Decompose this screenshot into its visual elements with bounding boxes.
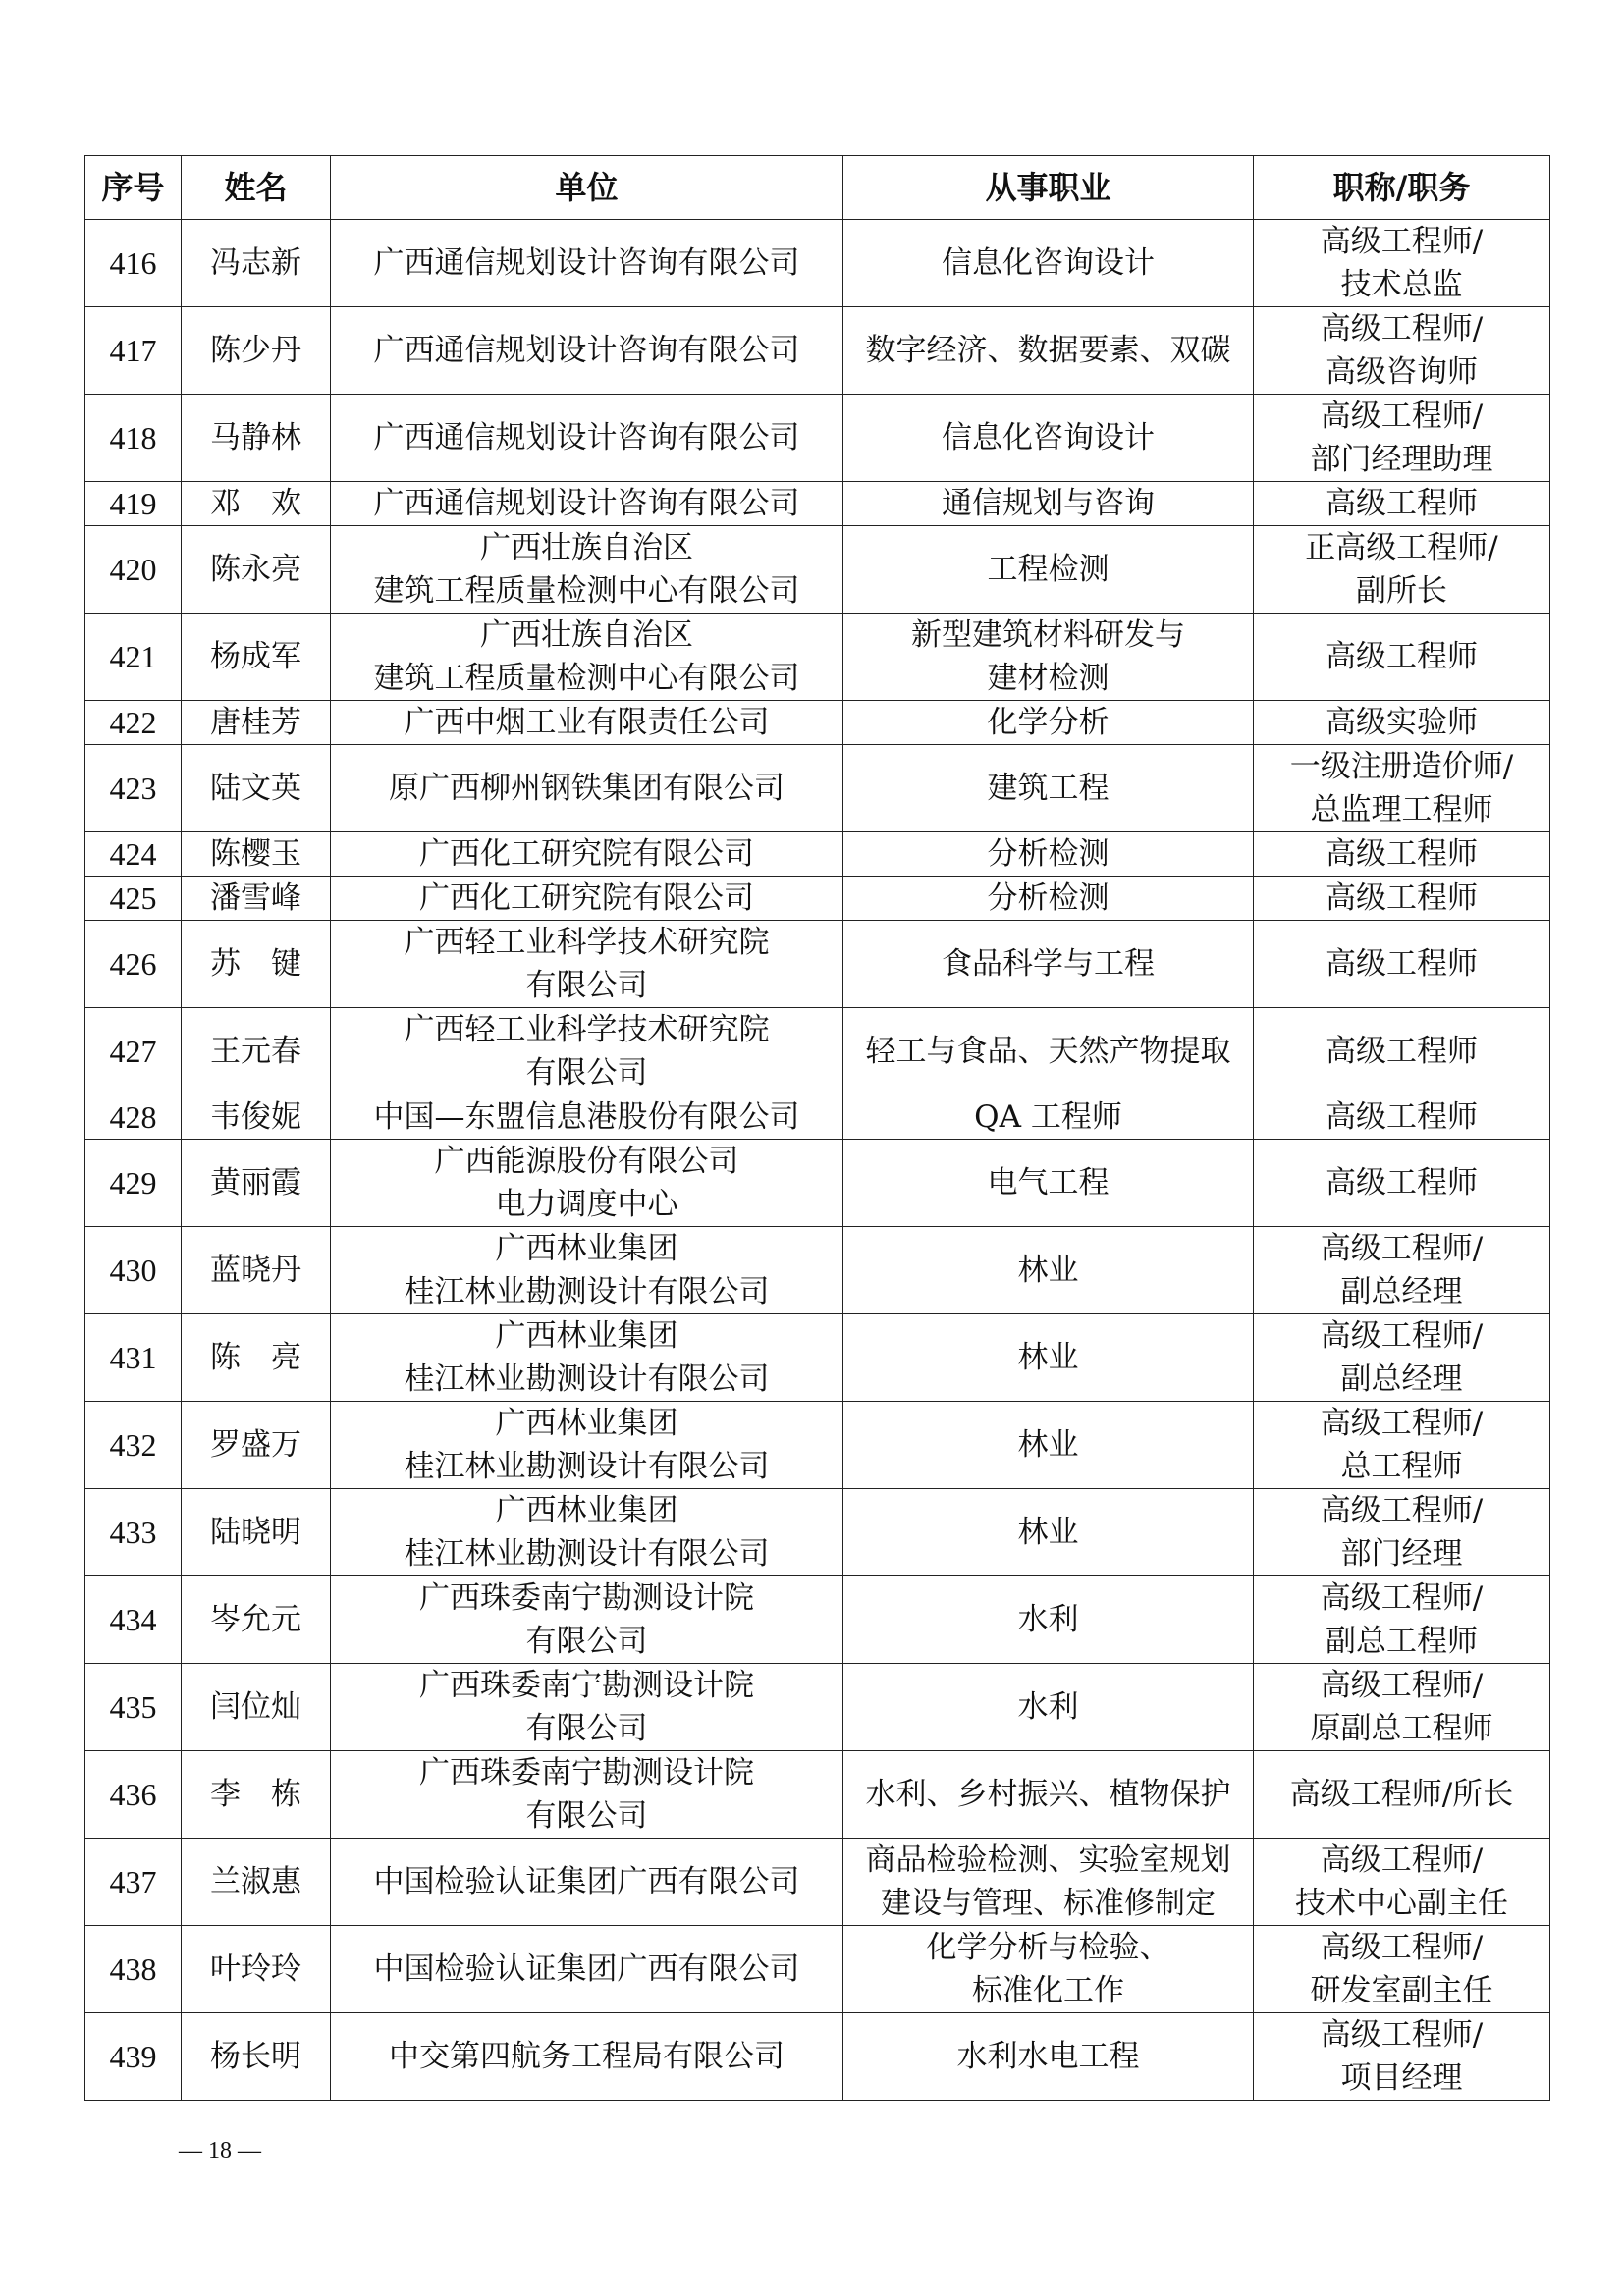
cell-unit-line: 广西轻工业科学技术研究院 — [404, 925, 770, 960]
cell-name: 韦俊妮 — [182, 1095, 331, 1140]
cell-title-line: 高级咨询师 — [1326, 354, 1478, 390]
cell-title-line: 高级工程师/ — [1320, 1668, 1484, 1703]
header-serial-number: 序号 — [85, 156, 182, 220]
cell-occupation-line: 标准化工作 — [972, 1973, 1124, 2008]
cell-serial-number: 419 — [85, 482, 182, 526]
cell-serial-number: 437 — [85, 1839, 182, 1926]
cell-unit-line: 桂江林业勘测设计有限公司 — [404, 1274, 770, 1309]
cell-title-line: 高级工程师/ — [1320, 2017, 1484, 2053]
cell-name: 闫位灿 — [182, 1664, 331, 1751]
cell-occupation — [843, 745, 1254, 832]
cell-serial-number: 422 — [85, 701, 182, 745]
cell-name: 马静林 — [182, 395, 331, 482]
cell-title — [1254, 1751, 1550, 1839]
cell-unit — [331, 2013, 843, 2101]
cell-name: 唐桂芳 — [182, 701, 331, 745]
cell-serial-number: 435 — [85, 1664, 182, 1751]
cell-title-line: 技术总监 — [1340, 267, 1463, 302]
cell-title-line: 技术中心副主任 — [1295, 1886, 1508, 1921]
cell-title-line: 高级工程师/ — [1320, 1406, 1484, 1441]
cell-title-line: 高级工程师/ — [1320, 224, 1484, 259]
cell-occupation-line: 工程检测 — [987, 552, 1110, 587]
table-row — [85, 701, 1550, 745]
cell-occupation — [843, 1402, 1254, 1489]
cell-occupation-line: 信息化咨询设计 — [942, 420, 1155, 455]
cell-title-line: 高级工程师 — [1326, 486, 1478, 521]
cell-occupation — [843, 307, 1254, 395]
table-row — [85, 1227, 1550, 1314]
cell-title-line: 原副总工程师 — [1310, 1711, 1493, 1746]
cell-name: 罗盛万 — [182, 1402, 331, 1489]
cell-serial-number: 426 — [85, 921, 182, 1008]
table-row — [85, 1664, 1550, 1751]
cell-serial-number: 416 — [85, 220, 182, 307]
cell-serial-number: 431 — [85, 1314, 182, 1402]
cell-occupation-line: 食品科学与工程 — [942, 946, 1155, 982]
cell-unit-line: 原广西柳州钢铁集团有限公司 — [389, 771, 785, 806]
cell-serial-number: 417 — [85, 307, 182, 395]
cell-name: 陆晓明 — [182, 1489, 331, 1576]
cell-serial-number: 434 — [85, 1576, 182, 1664]
cell-unit-line: 广西通信规划设计咨询有限公司 — [373, 245, 800, 281]
cell-serial-number: 421 — [85, 614, 182, 701]
cell-name: 冯志新 — [182, 220, 331, 307]
cell-unit-line: 建筑工程质量检测中心有限公司 — [373, 573, 800, 609]
cell-unit — [331, 1008, 843, 1095]
cell-title-line: 总监理工程师 — [1310, 792, 1493, 828]
cell-occupation — [843, 1489, 1254, 1576]
cell-unit-line: 广西化工研究院有限公司 — [419, 836, 754, 872]
cell-name: 李 栋 — [182, 1751, 331, 1839]
cell-unit — [331, 921, 843, 1008]
table-row — [85, 526, 1550, 614]
cell-occupation — [843, 877, 1254, 921]
cell-occupation-line: 轻工与食品、天然产物提取 — [865, 1034, 1231, 1069]
cell-unit — [331, 1095, 843, 1140]
cell-title-line: 高级实验师 — [1326, 705, 1478, 740]
cell-title — [1254, 877, 1550, 921]
cell-occupation — [843, 1751, 1254, 1839]
header-title-position: 职称/职务 — [1254, 156, 1550, 220]
table-row — [85, 1095, 1550, 1140]
cell-occupation — [843, 1095, 1254, 1140]
cell-occupation-line: 分析检测 — [987, 881, 1110, 916]
cell-title-line: 副所长 — [1356, 573, 1447, 609]
cell-name: 兰淑惠 — [182, 1839, 331, 1926]
cell-name: 黄丽霞 — [182, 1140, 331, 1227]
cell-name: 陈 亮 — [182, 1314, 331, 1402]
cell-unit — [331, 526, 843, 614]
cell-title-line: 部门经理助理 — [1310, 442, 1493, 477]
table-row — [85, 2013, 1550, 2101]
cell-serial-number: 423 — [85, 745, 182, 832]
cell-title-line: 一级注册造价师/ — [1289, 749, 1514, 784]
cell-unit — [331, 220, 843, 307]
cell-unit-line: 广西能源股份有限公司 — [434, 1144, 739, 1179]
cell-unit-line: 广西轻工业科学技术研究院 — [404, 1012, 770, 1047]
cell-title-line: 高级工程师 — [1326, 639, 1478, 674]
cell-occupation — [843, 1227, 1254, 1314]
cell-title — [1254, 832, 1550, 877]
cell-serial-number: 430 — [85, 1227, 182, 1314]
cell-name: 杨成军 — [182, 614, 331, 701]
cell-occupation-line: 数字经济、数据要素、双碳 — [865, 333, 1231, 368]
cell-unit — [331, 1576, 843, 1664]
cell-name: 陈永亮 — [182, 526, 331, 614]
table-row — [85, 1314, 1550, 1402]
cell-unit-line: 中国检验认证集团广西有限公司 — [373, 1951, 800, 1987]
cell-unit-line: 桂江林业勘测设计有限公司 — [404, 1449, 770, 1484]
cell-title — [1254, 526, 1550, 614]
table-row — [85, 482, 1550, 526]
cell-name: 王元春 — [182, 1008, 331, 1095]
table-row — [85, 1839, 1550, 1926]
cell-occupation-line: 水利水电工程 — [956, 2039, 1140, 2074]
cell-occupation-line: 电气工程 — [987, 1165, 1110, 1201]
cell-name: 蓝晓丹 — [182, 1227, 331, 1314]
table-row — [85, 1576, 1550, 1664]
cell-title — [1254, 2013, 1550, 2101]
cell-occupation-line: 建设与管理、标准修制定 — [881, 1886, 1216, 1921]
cell-title — [1254, 1664, 1550, 1751]
cell-title-line: 总工程师 — [1340, 1449, 1463, 1484]
cell-title — [1254, 482, 1550, 526]
cell-unit — [331, 307, 843, 395]
table-row — [85, 745, 1550, 832]
table-row — [85, 1008, 1550, 1095]
cell-title-line: 高级工程师 — [1326, 1034, 1478, 1069]
cell-title-line: 高级工程师 — [1326, 1099, 1478, 1135]
cell-occupation-line: 建筑工程 — [987, 771, 1110, 806]
cell-title-line: 高级工程师 — [1326, 946, 1478, 982]
cell-title — [1254, 1576, 1550, 1664]
cell-name: 杨长明 — [182, 2013, 331, 2101]
cell-unit-line: 有限公司 — [525, 1711, 648, 1746]
table-row — [85, 877, 1550, 921]
cell-unit-line: 广西珠委南宁勘测设计院 — [419, 1668, 754, 1703]
cell-occupation-line: 化学分析与检验、 — [926, 1930, 1170, 1965]
cell-title-line: 项目经理 — [1340, 2060, 1463, 2096]
cell-occupation-line: 信息化咨询设计 — [942, 245, 1155, 281]
table-row — [85, 614, 1550, 701]
cell-name: 潘雪峰 — [182, 877, 331, 921]
cell-occupation-line: 水利 — [1017, 1602, 1079, 1637]
cell-occupation — [843, 701, 1254, 745]
cell-occupation — [843, 1926, 1254, 2013]
cell-serial-number: 432 — [85, 1402, 182, 1489]
cell-title-line: 副总经理 — [1340, 1362, 1463, 1397]
cell-title-line: 研发室副主任 — [1310, 1973, 1493, 2008]
cell-occupation — [843, 220, 1254, 307]
cell-serial-number: 428 — [85, 1095, 182, 1140]
cell-title — [1254, 1839, 1550, 1926]
cell-occupation-line: 化学分析 — [987, 705, 1110, 740]
cell-serial-number: 438 — [85, 1926, 182, 2013]
table-row — [85, 307, 1550, 395]
cell-title — [1254, 1926, 1550, 2013]
cell-occupation — [843, 526, 1254, 614]
cell-unit — [331, 1489, 843, 1576]
table-header-row — [85, 156, 1550, 220]
cell-unit — [331, 701, 843, 745]
cell-unit-line: 广西通信规划设计咨询有限公司 — [373, 333, 800, 368]
cell-occupation-line: 水利、乡村振兴、植物保护 — [865, 1777, 1231, 1812]
cell-unit — [331, 1926, 843, 2013]
table-row — [85, 395, 1550, 482]
table-row — [85, 921, 1550, 1008]
cell-occupation-line: 林业 — [1017, 1340, 1079, 1375]
cell-unit-line: 有限公司 — [525, 968, 648, 1003]
cell-unit — [331, 395, 843, 482]
cell-serial-number: 420 — [85, 526, 182, 614]
table-row — [85, 1751, 1550, 1839]
personnel-table — [84, 155, 1550, 2101]
cell-unit-line: 广西珠委南宁勘测设计院 — [419, 1580, 754, 1616]
cell-title — [1254, 1095, 1550, 1140]
cell-unit — [331, 832, 843, 877]
cell-unit-line: 有限公司 — [525, 1624, 648, 1659]
cell-occupation — [843, 614, 1254, 701]
cell-occupation — [843, 395, 1254, 482]
cell-title — [1254, 921, 1550, 1008]
cell-title-line: 高级工程师/ — [1320, 1580, 1484, 1616]
cell-unit-line: 建筑工程质量检测中心有限公司 — [373, 661, 800, 696]
cell-name: 陈少丹 — [182, 307, 331, 395]
cell-occupation — [843, 1314, 1254, 1402]
cell-occupation — [843, 1576, 1254, 1664]
cell-serial-number: 427 — [85, 1008, 182, 1095]
cell-title — [1254, 220, 1550, 307]
cell-unit — [331, 482, 843, 526]
cell-unit — [331, 614, 843, 701]
cell-title-line: 高级工程师/所长 — [1289, 1777, 1514, 1812]
cell-title-line: 高级工程师/ — [1320, 1318, 1484, 1354]
cell-occupation-line: 林业 — [1017, 1515, 1079, 1550]
table-row — [85, 832, 1550, 877]
cell-serial-number: 439 — [85, 2013, 182, 2101]
cell-occupation-line: 林业 — [1017, 1253, 1079, 1288]
cell-occupation-line: 水利 — [1017, 1689, 1079, 1725]
cell-name: 岑允元 — [182, 1576, 331, 1664]
cell-title — [1254, 1314, 1550, 1402]
cell-title-line: 高级工程师/ — [1320, 1231, 1484, 1266]
cell-occupation-line: 新型建筑材料研发与 — [911, 617, 1185, 653]
cell-title — [1254, 1402, 1550, 1489]
cell-unit-line: 广西林业集团 — [495, 1406, 678, 1441]
cell-occupation-line: 分析检测 — [987, 836, 1110, 872]
cell-occupation-line: 林业 — [1017, 1427, 1079, 1463]
cell-unit-line: 中国—东盟信息港股份有限公司 — [373, 1099, 800, 1135]
cell-occupation — [843, 921, 1254, 1008]
cell-unit — [331, 1314, 843, 1402]
cell-title-line: 高级工程师/ — [1320, 1930, 1484, 1965]
cell-unit-line: 广西壮族自治区 — [480, 617, 693, 653]
cell-occupation — [843, 482, 1254, 526]
cell-serial-number: 425 — [85, 877, 182, 921]
cell-title — [1254, 307, 1550, 395]
cell-unit-line: 有限公司 — [525, 1055, 648, 1091]
cell-title-line: 高级工程师/ — [1320, 1842, 1484, 1878]
cell-title — [1254, 745, 1550, 832]
cell-occupation — [843, 1839, 1254, 1926]
cell-occupation — [843, 1664, 1254, 1751]
cell-name: 陆文英 — [182, 745, 331, 832]
cell-unit-line: 广西化工研究院有限公司 — [419, 881, 754, 916]
cell-title — [1254, 701, 1550, 745]
cell-title — [1254, 1489, 1550, 1576]
table-body — [85, 220, 1550, 2101]
cell-unit — [331, 877, 843, 921]
cell-unit-line: 中交第四航务工程局有限公司 — [389, 2039, 785, 2074]
cell-unit-line: 广西壮族自治区 — [480, 530, 693, 565]
cell-title — [1254, 1227, 1550, 1314]
header-unit: 单位 — [331, 156, 843, 220]
cell-unit — [331, 1664, 843, 1751]
cell-title-line: 高级工程师 — [1326, 1165, 1478, 1201]
cell-unit-line: 广西林业集团 — [495, 1493, 678, 1528]
header-occupation: 从事职业 — [843, 156, 1254, 220]
cell-unit-line: 广西中烟工业有限责任公司 — [404, 705, 770, 740]
cell-occupation-line: 通信规划与咨询 — [942, 486, 1155, 521]
cell-title-line: 副总经理 — [1340, 1274, 1463, 1309]
cell-title — [1254, 614, 1550, 701]
cell-name: 邓 欢 — [182, 482, 331, 526]
cell-unit-line: 广西通信规划设计咨询有限公司 — [373, 486, 800, 521]
table-row — [85, 1140, 1550, 1227]
cell-unit-line: 广西林业集团 — [495, 1318, 678, 1354]
cell-unit-line: 桂江林业勘测设计有限公司 — [404, 1536, 770, 1572]
table-row — [85, 220, 1550, 307]
cell-unit — [331, 1227, 843, 1314]
cell-title — [1254, 395, 1550, 482]
cell-title — [1254, 1008, 1550, 1095]
page-number: — 18 — — [179, 2138, 261, 2163]
cell-title-line: 高级工程师 — [1326, 836, 1478, 872]
cell-unit-line: 广西林业集团 — [495, 1231, 678, 1266]
cell-serial-number: 424 — [85, 832, 182, 877]
cell-unit-line: 中国检验认证集团广西有限公司 — [373, 1864, 800, 1899]
header-name: 姓名 — [182, 156, 331, 220]
cell-occupation-line: QA 工程师 — [974, 1099, 1122, 1135]
cell-occupation — [843, 832, 1254, 877]
cell-name: 苏 键 — [182, 921, 331, 1008]
table-row — [85, 1489, 1550, 1576]
cell-unit-line: 电力调度中心 — [495, 1187, 678, 1222]
cell-title-line: 高级工程师/ — [1320, 1493, 1484, 1528]
cell-serial-number: 433 — [85, 1489, 182, 1576]
cell-occupation-line: 商品检验检测、实验室规划 — [865, 1842, 1231, 1878]
cell-unit-line: 桂江林业勘测设计有限公司 — [404, 1362, 770, 1397]
cell-unit-line: 有限公司 — [525, 1798, 648, 1834]
cell-unit — [331, 745, 843, 832]
cell-name: 陈樱玉 — [182, 832, 331, 877]
cell-unit — [331, 1140, 843, 1227]
cell-unit — [331, 1402, 843, 1489]
cell-serial-number: 436 — [85, 1751, 182, 1839]
table-row — [85, 1402, 1550, 1489]
cell-title-line: 正高级工程师/ — [1305, 530, 1498, 565]
cell-title-line: 高级工程师 — [1326, 881, 1478, 916]
table-row — [85, 1926, 1550, 2013]
cell-serial-number: 429 — [85, 1140, 182, 1227]
cell-title — [1254, 1140, 1550, 1227]
cell-unit — [331, 1751, 843, 1839]
cell-name: 叶玲玲 — [182, 1926, 331, 2013]
cell-title-line: 部门经理 — [1340, 1536, 1463, 1572]
cell-unit — [331, 1839, 843, 1926]
cell-occupation — [843, 1140, 1254, 1227]
cell-occupation — [843, 2013, 1254, 2101]
cell-unit-line: 广西珠委南宁勘测设计院 — [419, 1755, 754, 1790]
cell-title-line: 高级工程师/ — [1320, 399, 1484, 434]
cell-serial-number: 418 — [85, 395, 182, 482]
cell-unit-line: 广西通信规划设计咨询有限公司 — [373, 420, 800, 455]
cell-occupation-line: 建材检测 — [987, 661, 1110, 696]
cell-title-line: 高级工程师/ — [1320, 311, 1484, 347]
cell-occupation — [843, 1008, 1254, 1095]
cell-title-line: 副总工程师 — [1326, 1624, 1478, 1659]
